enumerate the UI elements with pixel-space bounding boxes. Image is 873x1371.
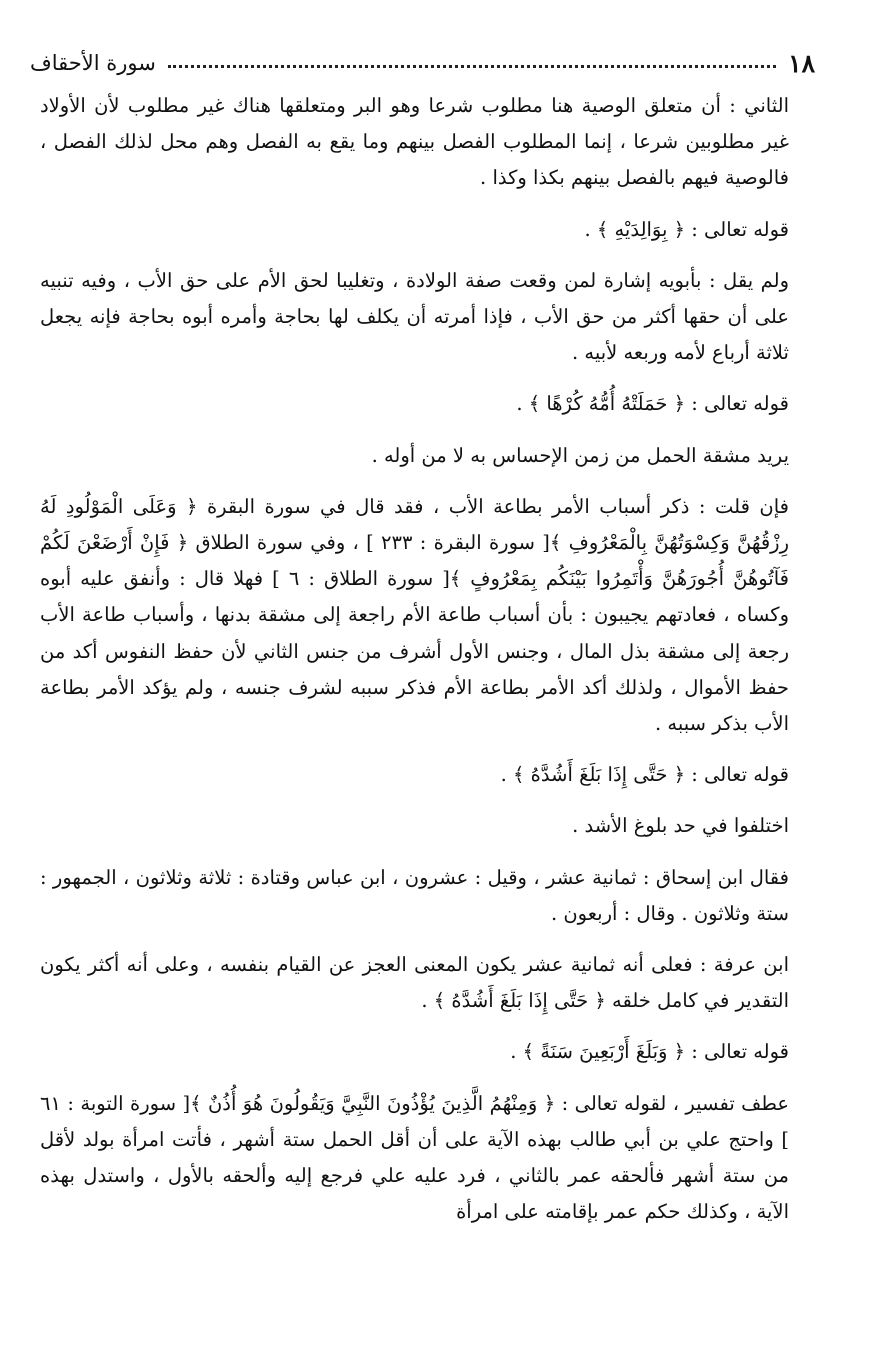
- paragraph-mother-right: ولم يقل : بأبويه إشارة لمن وقعت صفة الولادة ، وتغليبا لحق الأم على حق الأب ، وفيه تنبيه على أن حقها أكثر من حق الأب ، فإذا أمرته أن يكلف لها بحاجة وأمره أبوه بحاجة فإنه يجعل ثلاثة أرباع لأمه وربعه لأبيه .: [40, 268, 789, 365]
- paragraph-second-point: الثاني : أن متعلق الوصية هنا مطلوب شرعا وهو البر ومتعلقها هناك غير مطلوب لأن الأولاد غير مطلوبين شرعا ، إنما المطلوب الفصل بينهم وما يقع به الفصل وهم محل لذلك الفصل ، فالوصية فيهم بالفصل بينهم بكذا وكذا .: [40, 94, 789, 190]
- page-number: ١٨: [788, 48, 815, 78]
- page-body: [40, 88, 815, 1230]
- paragraph-opinions: فقال ابن إسحاق : ثمانية عشر ، وقيل : عشرون ، ابن عباس وقتادة : ثلاثة وثلاثون ، الجمهور : ستة وثلاثون . وقال : أربعون .: [40, 865, 789, 925]
- header-dotted-leader: [168, 65, 776, 68]
- paragraph-differences: اختلفوا في حد بلوغ الأشد .: [572, 814, 789, 838]
- paragraph-hardship: يريد مشقة الحمل من زمن الإحساس به لا من أوله .: [371, 443, 789, 467]
- paragraph-objection: فإن قلت : ذكر أسباب الأمر بطاعة الأب ، فقد قال في سورة البقرة ﴿ وَعَلَى الْمَوْلُودِ لَهُ رِزْقُهُنَّ وَكِسْوَتُهُنَّ بِالْمَعْرُوفِ ﴾[ سورة البقرة : ٢٣٣ ] ، وفي سورة الطلاق ﴿ فَإِنْ أَرْضَعْنَ لَكُمْ فَآتُوهُنَّ أُجُورَهُنَّ وَأْتَمِرُوا بَيْنَكُم بِمَعْرُوفٍ ﴾[ سورة الطلاق : ٦ ] فهلا قال : وأنفق عليه أبوه وكساه ، فعادتهم يجيبون : بأن أسباب طاعة الأم راجعة إلى مشقة بدنها ، وأسباب طاعة الأب رجعة إلى مشقة بذل المال ، وجنس الأول أشرف من جنس الثاني لأن حفظ النفوس أكد من حفظ الأموال ، ولذلك أكد الأمر بطاعة الأم فذكر سببه لشرف جنسه ، ولم يؤكد الأمر بطاعة الأب بذكر سببه .: [40, 494, 789, 736]
- verse-heading-hatta-idha: قوله تعالى : ﴿ حَتَّى إِذَا بَلَغَ أَشُدَّهُ ﴾ .: [500, 763, 789, 787]
- verse-heading-arbaeen: قوله تعالى : ﴿ وَبَلَغَ أَرْبَعِينَ سَنَةً ﴾ .: [510, 1040, 789, 1064]
- paragraph-ibn-arafa: ابن عرفة : فعلى أنه ثمانية عشر يكون المعنى العجز عن القيام بنفسه ، وعلى أنه أكثر يكون التقدير في كامل خلقه ﴿ حَتَّى إِذَا بَلَغَ أَشُدَّهُ ﴾ .: [40, 953, 789, 1013]
- verse-heading-hamalathu: قوله تعالى : ﴿ حَمَلَتْهُ أُمُّهُ كُرْهًا ﴾ .: [516, 392, 789, 416]
- verse-heading-bi-walidayhi: قوله تعالى : ﴿ بِوَالِدَيْهِ ﴾ .: [584, 217, 789, 241]
- surah-title: سورة الأحقاف: [30, 51, 156, 75]
- paragraph-explanation: عطف تفسير ، لقوله تعالى : ﴿ وَمِنْهُمُ الَّذِينَ يُؤْذُونَ النَّبِيَّ وَيَقُولُونَ هُوَ أُذُنٌ ﴾[ سورة التوبة : ٦١ ] واحتج علي بن أبي طالب بهذه الآية على أن أقل الحمل ستة أشهر ، فأتت امرأة بولد لأقل من ستة أشهر فألحقه عمر بالثاني ، فرد عليه علي فرجع إليه وألحقه بالأول ، واستدل بهذه الآية ، وكذلك حكم عمر بإقامته على امرأة: [40, 1091, 789, 1224]
- page-header: [30, 46, 815, 80]
